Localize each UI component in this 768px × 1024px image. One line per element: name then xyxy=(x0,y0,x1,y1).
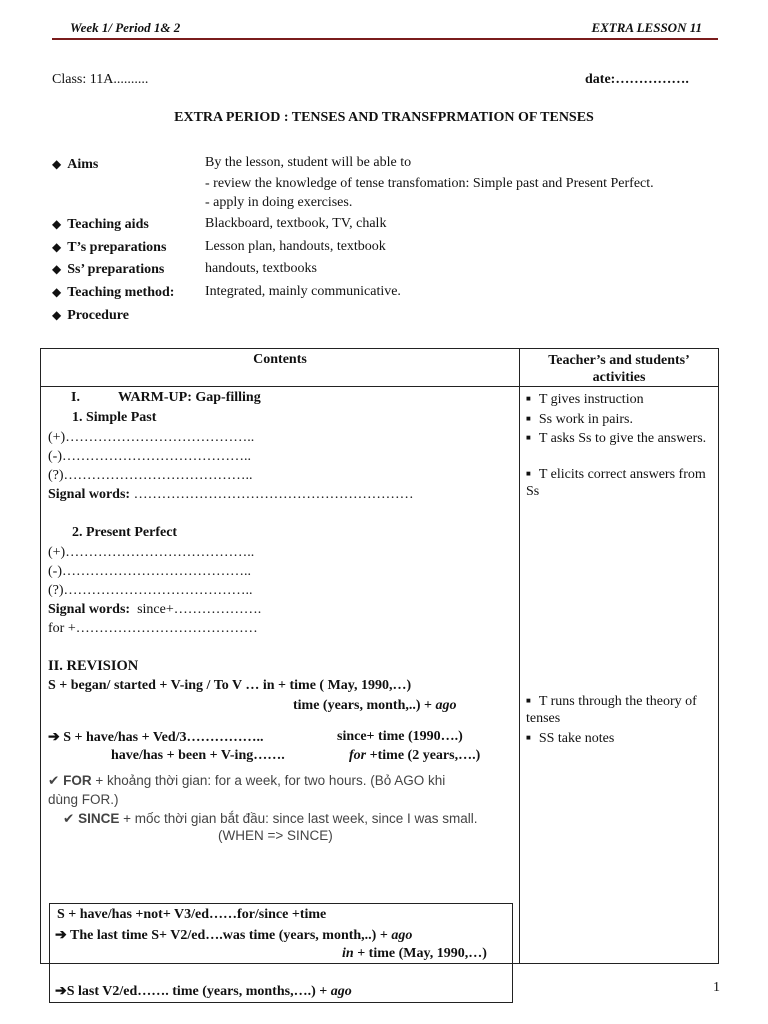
arrow-right-icon: ➔ xyxy=(55,984,67,999)
pp-question: (?)………………………………….. xyxy=(48,583,253,598)
revision-formula-3: ➔ S + have/has + Ved/3…………….. xyxy=(48,730,264,745)
section-warmup-num: I. xyxy=(71,390,80,405)
revision-formula-4: have/has + been + V-ing……. xyxy=(111,748,285,763)
info-value-aims-1: By the lesson, student will be able to xyxy=(205,155,412,170)
square-bullet-icon: ■ xyxy=(526,696,531,705)
revision-formula-4b: for +time (2 years,….) xyxy=(349,748,481,763)
diamond-bullet-icon: ◆ xyxy=(52,285,62,299)
info-value-aids: Blackboard, textbook, TV, chalk xyxy=(205,216,387,231)
header-rule xyxy=(52,38,718,40)
square-bullet-icon: ■ xyxy=(526,414,531,423)
info-value-ss-prep: handouts, textbooks xyxy=(205,261,317,276)
info-value-method: Integrated, mainly communicative. xyxy=(205,284,401,299)
activity-item: ■ T elicits correct answers from Ss xyxy=(526,467,706,499)
checkmark-icon: ✔ xyxy=(63,811,75,826)
activity-item: ■ T runs through the theory of tenses xyxy=(526,694,697,726)
arrow-right-icon: ➔ xyxy=(55,928,67,943)
when-since-note: (WHEN => SINCE) xyxy=(218,828,333,843)
revision-title: II. REVISION xyxy=(48,658,139,674)
page-number: 1 xyxy=(713,980,720,995)
diamond-bullet-icon: ◆ xyxy=(52,217,62,231)
since-note: ✔ SINCE + mốc thời gian bắt đầu: since last week, since I was small. xyxy=(63,811,478,826)
pp-positive: (+)………………………………….. xyxy=(48,545,255,560)
sp-signal-words: Signal words: …………………………………………………… xyxy=(48,487,414,502)
checkmark-icon: ✔ xyxy=(48,773,60,788)
square-bullet-icon: ■ xyxy=(526,394,531,403)
info-label-t-prep: ◆ T’s preparations xyxy=(52,240,167,255)
section-warmup-title: WARM-UP: Gap-filling xyxy=(118,390,261,405)
lesson-table xyxy=(40,348,719,999)
header-left: Week 1/ Period 1& 2 xyxy=(70,20,181,35)
contents-header: Contents xyxy=(41,349,520,387)
date-label: date:……………. xyxy=(585,72,689,87)
revision-formula-2: time (years, month,..) + ago xyxy=(293,698,457,713)
diamond-bullet-icon: ◆ xyxy=(52,240,62,254)
square-bullet-icon: ■ xyxy=(526,469,531,478)
diamond-bullet-icon: ◆ xyxy=(52,308,62,322)
formula-box xyxy=(49,903,513,1003)
activities-cell xyxy=(520,387,719,964)
page-title: EXTRA PERIOD : TENSES AND TRANSFPRMATION OF TENSES xyxy=(174,110,594,125)
info-label-procedure: ◆ Procedure xyxy=(52,308,129,323)
activity-item: ■ Ss work in pairs. xyxy=(526,412,633,427)
pp-signal-words: Signal words: since+………………. xyxy=(48,602,262,617)
info-value-aims-2: - review the knowledge of tense transfomation: Simple past and Present Perfect. xyxy=(205,176,654,191)
arrow-right-icon: ➔ xyxy=(48,730,60,745)
revision-formula-3b: since+ time (1990….) xyxy=(337,729,463,744)
for-note: ✔ FOR + khoảng thời gian: for a week, for two hours. (Bỏ AGO khi xyxy=(48,773,446,788)
diamond-bullet-icon: ◆ xyxy=(52,262,62,276)
activities-header: Teacher’s and students’ activities xyxy=(520,349,719,387)
simple-past-title: 1. Simple Past xyxy=(72,410,157,425)
info-value-aims-3: - apply in doing exercises. xyxy=(205,195,353,210)
header-right: EXTRA LESSON 11 xyxy=(591,20,702,35)
pp-for-line: for +………………………………… xyxy=(48,621,258,636)
info-label-aims: ◆ Aims xyxy=(52,157,99,172)
square-bullet-icon: ■ xyxy=(526,433,531,442)
info-value-t-prep: Lesson plan, handouts, textbook xyxy=(205,239,386,254)
revision-formula-1: S + began/ started + V-ing / To V … in + time ( May, 1990,…) xyxy=(48,678,412,693)
class-label: Class: 11A.......... xyxy=(52,72,149,87)
for-note-2: dùng FOR.) xyxy=(48,792,119,807)
info-label-method: ◆ Teaching method: xyxy=(52,285,175,300)
pp-negative: (-)………………………………….. xyxy=(48,564,251,579)
sp-positive: (+)………………………………….. xyxy=(48,430,255,445)
activity-item: ■ T asks Ss to give the answers. xyxy=(526,431,707,446)
present-perfect-title: 2. Present Perfect xyxy=(72,525,178,540)
contents-cell xyxy=(41,387,520,999)
box-formula-2: ➔ The last time S+ V2/ed….was time (years, month,..) + ago xyxy=(55,928,413,943)
box-formula-4: ➔S last V2/ed……. time (years, months,….) + ago xyxy=(55,984,352,999)
sp-negative: (-)………………………………….. xyxy=(48,449,251,464)
activity-item: ■ SS take notes xyxy=(526,731,615,746)
info-label-aids: ◆ Teaching aids xyxy=(52,217,149,232)
square-bullet-icon: ■ xyxy=(526,733,531,742)
activity-item: ■ T gives instruction xyxy=(526,392,644,407)
box-formula-3: in + time (May, 1990,…) xyxy=(342,946,487,961)
info-label-ss-prep: ◆ Ss’ preparations xyxy=(52,262,165,277)
box-formula-1: S + have/has +not+ V3/ed……for/since +time xyxy=(57,907,327,922)
sp-question: (?)………………………………….. xyxy=(48,468,253,483)
diamond-bullet-icon: ◆ xyxy=(52,157,62,171)
